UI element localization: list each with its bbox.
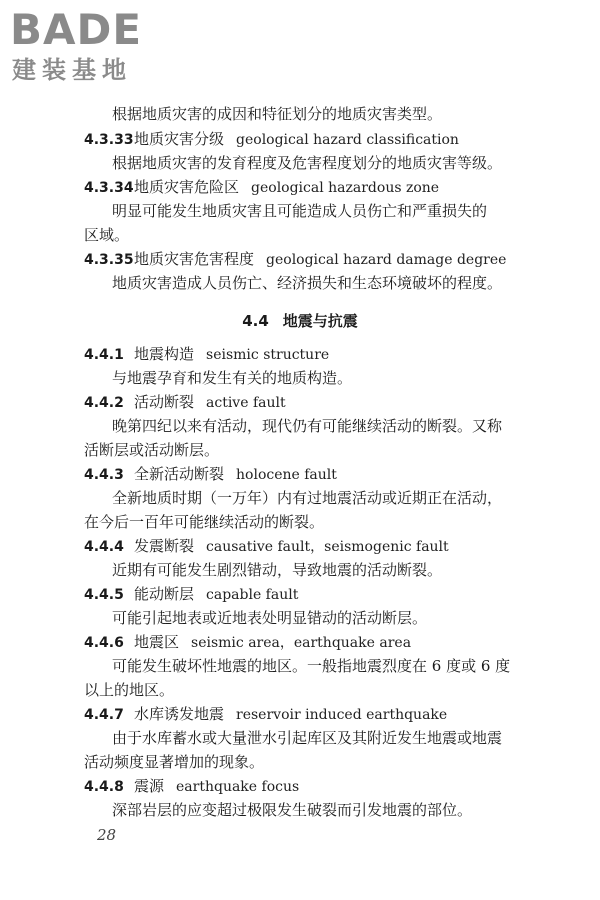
term-english: capable fault — [206, 587, 299, 603]
definition-line: 区域。 — [84, 226, 130, 244]
term-heading — [84, 391, 286, 414]
term-number: 4.3.35 — [84, 252, 134, 268]
section-title — [0, 310, 600, 332]
term-number: 4.4.3 — [84, 467, 124, 483]
term-number: 4.4.4 — [84, 539, 124, 555]
logo-chinese-text: 建装基地 — [12, 56, 132, 84]
term-number: 4.4.2 — [84, 395, 124, 411]
definition-line: 由于水库蓄水或大量泄水引起库区及其附近发生地震或地震 — [112, 729, 503, 747]
term-number: 4.4.7 — [84, 707, 124, 723]
definition-line: 可能引起地表或近地表处明显错动的活动断层。 — [112, 609, 428, 627]
term-english: reservoir induced earthquake — [236, 707, 448, 723]
bade-logo — [10, 5, 180, 88]
definition-line: 地质灾害造成人员伤亡、经济损失和生态环境破坏的程度。 — [112, 274, 503, 292]
term-chinese: 水库诱发地震 — [134, 705, 225, 723]
term-heading — [84, 463, 337, 486]
term-english: holocene fault — [236, 467, 337, 483]
term-chinese: 地震构造 — [134, 345, 195, 363]
term-chinese: 地质灾害危险区 — [134, 178, 240, 196]
term-number: 4.4.6 — [84, 635, 124, 651]
definition-line: 与地震孕育和发生有关的地质构造。 — [112, 369, 353, 387]
term-heading — [84, 631, 411, 654]
term-english: seismic structure — [206, 347, 330, 363]
term-heading — [84, 535, 449, 558]
term-english: causative fault，seismogenic fault — [206, 539, 449, 555]
term-chinese: 发震断裂 — [134, 537, 195, 555]
term-english: geological hazard classification — [236, 132, 459, 148]
definition-line: 以上的地区。 — [84, 681, 175, 699]
section-title-text: 地震与抗震 — [282, 312, 358, 330]
term-english: active fault — [206, 395, 286, 411]
definition-line: 在今后一百年可能继续活动的断裂。 — [84, 513, 325, 531]
term-english: geological hazardous zone — [251, 180, 440, 196]
term-number: 4.3.34 — [84, 180, 134, 196]
term-english: geological hazard damage degree — [266, 252, 507, 268]
definition-line: 活动频度显著增加的现象。 — [84, 753, 265, 771]
term-number: 4.4.8 — [84, 779, 124, 795]
definition-line: 根据地质灾害的发育程度及危害程度划分的地质灾害等级。 — [112, 154, 503, 172]
definition-line: 根据地质灾害的成因和特征划分的地质灾害类型。 — [112, 105, 443, 123]
term-heading — [84, 703, 447, 726]
definition-line: 深部岩层的应变超过极限发生破裂而引发地震的部位。 — [112, 801, 473, 819]
definition-line: 可能发生破坏性地震的地区。一般指地震烈度在 6 度或 6 度 — [112, 657, 511, 675]
logo-wordmark: BADE — [10, 5, 143, 54]
term-heading — [84, 248, 506, 271]
definition-line: 明显可能发生地质灾害且可能造成人员伤亡和严重损失的 — [112, 202, 488, 220]
term-heading — [84, 128, 459, 151]
definition-line: 活断层或活动断层。 — [84, 441, 220, 459]
term-heading — [84, 775, 299, 798]
term-chinese: 地质灾害危害程度 — [134, 250, 255, 268]
term-chinese: 能动断层 — [134, 585, 195, 603]
term-chinese: 震源 — [134, 777, 165, 795]
term-heading — [84, 583, 298, 606]
term-number: 4.4.1 — [84, 347, 124, 363]
term-number: 4.3.33 — [84, 132, 134, 148]
term-chinese: 地质灾害分级 — [134, 130, 225, 148]
section-number: 4.4 — [242, 312, 269, 330]
definition-line: 全新地质时期（一万年）内有过地震活动或近期正在活动， — [112, 489, 503, 507]
term-chinese: 全新活动断裂 — [134, 465, 225, 483]
term-english: earthquake focus — [176, 779, 300, 795]
page-number: 28 — [97, 826, 117, 844]
definition-line: 晚第四纪以来有活动，现代仍有可能继续活动的断裂。又称 — [112, 417, 503, 435]
term-english: seismic area，earthquake area — [191, 635, 412, 651]
term-heading — [84, 176, 439, 199]
term-chinese: 地震区 — [134, 633, 180, 651]
term-chinese: 活动断裂 — [134, 393, 195, 411]
term-number: 4.4.5 — [84, 587, 124, 603]
definition-line: 近期有可能发生剧烈错动，导致地震的活动断裂。 — [112, 561, 443, 579]
term-heading — [84, 343, 329, 366]
